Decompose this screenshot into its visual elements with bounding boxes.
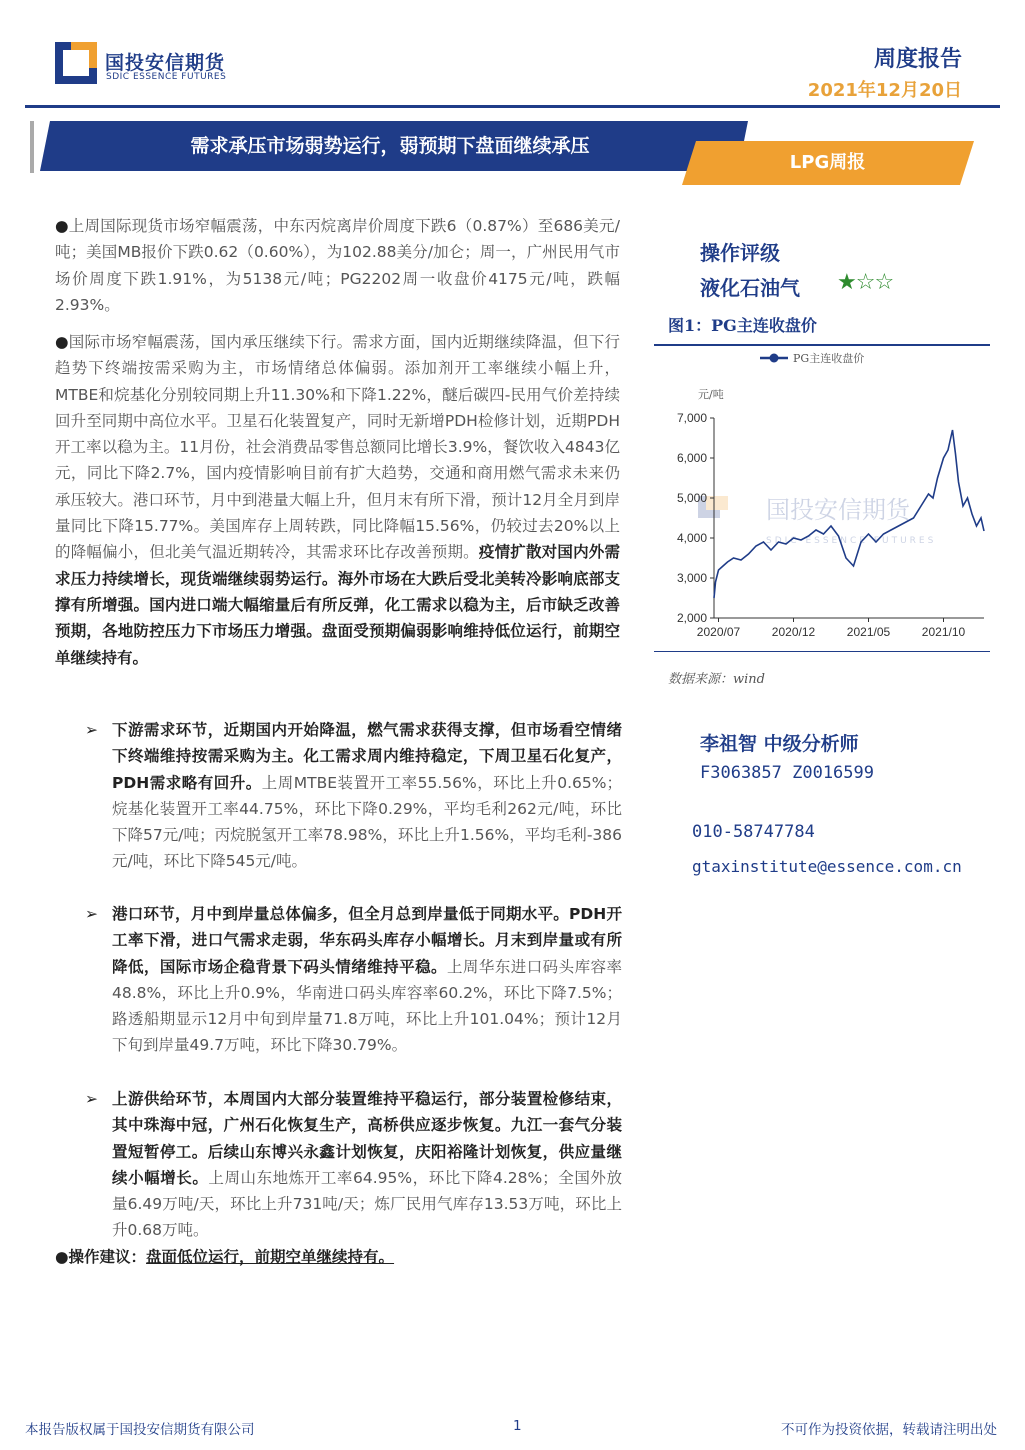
analyst-license-ids: F3063857 Z0016599 <box>700 763 874 783</box>
section-upstream <box>85 1086 622 1244</box>
y-tick-label: 5,000 <box>676 491 707 505</box>
y-tick-label: 2,000 <box>676 611 707 625</box>
port-summary: 港口环节，月中到岸量总体偏多，但全月总到岸量低于同期水平。PDH开工率下滑，进口气需求走弱，华东码头库存小幅增长。月末到岸量或有所降低，国际市场企稳背景下码头情绪维持平稳。 <box>112 905 622 976</box>
chart-legend <box>760 351 864 365</box>
report-type: 周度报告 <box>873 47 962 72</box>
watermark-text-en: SDIC ESSENCE FUTURES <box>766 536 937 546</box>
brand-name-en: SDIC ESSENCE FUTURES <box>106 72 227 82</box>
downstream-summary: 下游需求环节，近期国内开始降温，燃气需求获得支撑，但市场看空情绪下终端维持按需采购为主。化工需求周内维持稳定，下周卫星石化复产，PDH需求略有回升。 <box>112 721 622 792</box>
operation-advice <box>55 1244 620 1270</box>
port-detail: 上周华东进口码头库容率48.8%，环比上升0.9%，华南进口码头库容率60.2%，环比下降7.5%；路透船期显示12月中旬到岸量71.8万吨，环比上升101.04%；预计12月下旬到岸量49.7万吨，环比下降30.79%。 <box>112 957 622 1055</box>
product-label: 液化石油气 <box>700 276 800 300</box>
x-tick-label: 2021/05 <box>846 625 891 639</box>
section-port <box>85 901 622 1059</box>
report-headline: 需求承压市场弱势运行，弱预期下盘面继续承压 <box>190 135 590 157</box>
figure-bottom-rule <box>654 651 990 652</box>
arrow-bullet-icon: ➢ <box>85 905 98 923</box>
arrow-bullet-icon: ➢ <box>85 721 98 739</box>
downstream-detail: 上周MTBE装置开工率55.56%，环比上升0.65%；烷基化装置开工率44.75%，环比下降0.29%，平均毛利262元/吨，环比下降57元/吨；丙烷脱氢开工率78.98%，环比上升1.56%，平均毛利-386元/吨，环比下降545元/吨。 <box>112 773 622 871</box>
x-ticks <box>697 618 966 639</box>
bullet-icon: ● <box>55 1248 69 1266</box>
rating-label: 操作评级 <box>700 241 780 265</box>
legend-label: PG主连收盘价 <box>793 352 865 365</box>
upstream-detail: 上周山东地炼开工率64.95%，环比下降4.28%；全国外放量6.49万吨/天，环比上升731吨/天；炼厂民用气库存13.53万吨，环比上升0.68万吨。 <box>112 1168 622 1240</box>
paragraph-analysis <box>55 329 620 671</box>
paragraph-market-summary <box>55 213 620 318</box>
analysis-conclusion: 疫情扩散对国内外需求压力持续增长，现货端继续弱势运行。海外市场在大跌后受北美转冷影响底部支撑有所增强。国内进口端大幅缩量后有所反弹，化工需求以稳为主，后市缺乏改善预期，各地防控压力下市场压力增强。盘面受预期偏弱影响维持低位运行，前期空单继续持有。 <box>55 543 620 667</box>
analyst-email[interactable]: gtaxinstitute@essence.com.cn <box>692 857 962 876</box>
x-tick-label: 2020/12 <box>771 625 816 639</box>
y-tick-label: 4,000 <box>676 531 707 545</box>
market-summary-text: 上周国际现货市场窄幅震荡，中东丙烷离岸价周度下跌6（0.87%）至686美元/吨；美国MB报价下跌0.62（0.60%），为102.88美分/加仑；周一，广州民用气市场价周度下跌1.91%，为5138元/吨；PG2202周一收盘价4175元/吨，跌幅2.93%。 <box>55 217 620 314</box>
arrow-bullet-icon: ➢ <box>85 1090 98 1108</box>
y-tick-label: 6,000 <box>676 451 707 465</box>
header-rule <box>25 105 1000 108</box>
price-chart <box>654 346 990 651</box>
bullet-icon: ● <box>55 333 69 351</box>
chart-watermark <box>698 496 936 546</box>
data-source: 数据来源：wind <box>668 672 765 687</box>
advice-label: 操作建议： <box>68 1248 147 1266</box>
section-downstream <box>85 717 622 875</box>
company-logo <box>55 42 97 84</box>
analysis-text: 国际市场窄幅震荡，国内承压继续下行。需求方面，国内近期继续降温，但下行趋势下终端按需采购为主，市场情绪总体偏弱。添加剂开工率继续小幅上升，MTBE和烷基化分别较同期上升11.30%和下降1.22%，醚后碳四-民用气价差持续回升至同期中高位水平。卫星石化装置复产，同时无新增PDH检修计划，近期PDH开工率以稳为主。11月份，社会消费品零售总额同比增长3.9%，餐饮收入4843亿元，同比下降2.7%，国内疫情影响目前有扩大趋势，交通和商用燃气需求未来仍承压较大。港口环节，月中到港量大幅上升，但月末有所下滑，预计12月全月到岸量同比下降15.77%。美国库存上周转跌，同比降幅15.56%，仍较过去20%以上的降幅偏小，但北美气温近期转冷，其需求环比存改善预期。 <box>55 333 620 562</box>
figure-title: 图1：PG主连收盘价 <box>668 316 817 335</box>
advice-text: 盘面低位运行，前期空单继续持有。 <box>146 1248 395 1266</box>
bullet-icon: ● <box>55 217 69 235</box>
rating-stars-icon: ★☆☆ <box>837 270 894 295</box>
legend-marker <box>770 354 779 363</box>
watermark-text-cn: 国投安信期货 <box>766 496 910 524</box>
section-tag-label: LPG周报 <box>789 152 866 173</box>
footer-copyright: 本报告版权属于国投安信期货有限公司 <box>25 1422 255 1438</box>
upstream-summary: 上游供给环节，本周国内大部分装置维持平稳运行，部分装置检修结束，其中珠海中冠，广州石化恢复生产，高桥供应逐步恢复。九江一套气分装置短暂停工。后续山东博兴永鑫计划恢复，庆阳裕隆计划恢复，供应量继续小幅增长。 <box>112 1090 622 1187</box>
analyst-name: 李祖智 中级分析师 <box>700 733 859 755</box>
y-tick-label: 3,000 <box>676 571 707 585</box>
analyst-phone: 010-58747784 <box>692 822 815 842</box>
report-date: 2021年12月20日 <box>807 80 962 101</box>
banner-side-bar <box>30 121 34 173</box>
x-tick-label: 2020/07 <box>696 625 741 639</box>
brand-name-cn: 国投安信期货 <box>105 52 226 74</box>
x-tick-label: 2021/10 <box>921 625 966 639</box>
y-tick-label: 7,000 <box>676 411 707 425</box>
footer-disclaimer: 不可作为投资依据，转载请注明出处 <box>781 1422 997 1438</box>
page-number: 1 <box>513 1418 522 1434</box>
y-axis-unit: 元/吨 <box>698 388 724 401</box>
